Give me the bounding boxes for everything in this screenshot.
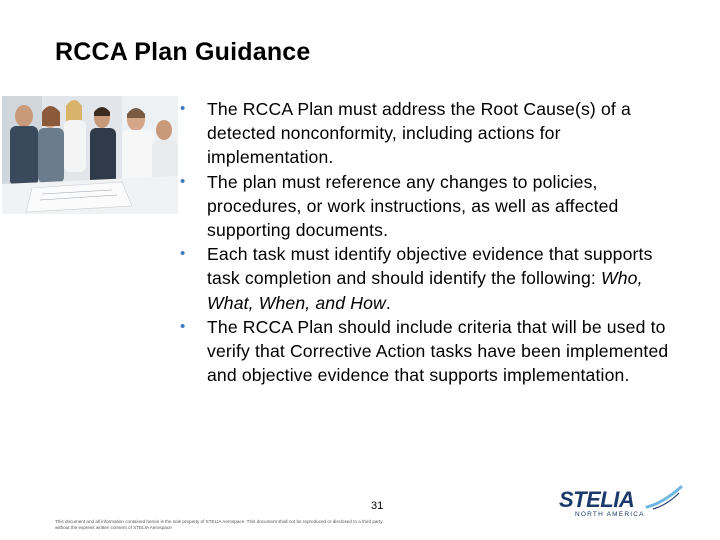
- bullet-marker: •: [180, 172, 186, 190]
- bullet-text: The RCCA Plan should include criteria that will be used to verify that Corrective Action tasks have been implemented and objective evidence that supports implementation.: [207, 316, 669, 386]
- bullet-marker: •: [180, 245, 186, 263]
- bullet-item: [176, 97, 686, 170]
- bullet-text-before: Each task must identify objective evidence that supports task completion and should identify the following:: [207, 244, 653, 289]
- team-meeting-photo: [2, 96, 178, 214]
- logo-name: STELIA: [559, 487, 635, 512]
- bullet-list: [176, 97, 686, 387]
- slide-title: RCCA Plan Guidance: [55, 38, 311, 66]
- disclaimer-text: This document and all information contained herein is the sole property of STELIA Aerospace. This document shall not be reproduced or disclosed to a third party without the express written consent of STELIA Aerospace: [55, 519, 383, 531]
- logo-subtitle: NORTH AMERICA: [575, 511, 645, 518]
- stelia-logo: [557, 483, 687, 523]
- bullet-item: [176, 315, 686, 388]
- logo-swoosh-icon: [645, 483, 685, 513]
- bullet-item: [176, 242, 686, 315]
- page-number: 31: [371, 500, 384, 512]
- bullet-marker: •: [180, 317, 186, 335]
- bullet-text: [207, 244, 653, 312]
- bullet-text-italic: Who, What, When, and How: [207, 268, 643, 313]
- bullet-item: [176, 170, 686, 243]
- bullet-text: The RCCA Plan must address the Root Cause(s) of a detected nonconformity, including actions for implementation.: [207, 99, 631, 168]
- bullet-marker: •: [180, 100, 186, 117]
- bullet-text: The plan must reference any changes to policies, procedures, or work instructions, as well as affected supporting documents.: [207, 171, 619, 241]
- bullet-text-after: .: [385, 292, 391, 313]
